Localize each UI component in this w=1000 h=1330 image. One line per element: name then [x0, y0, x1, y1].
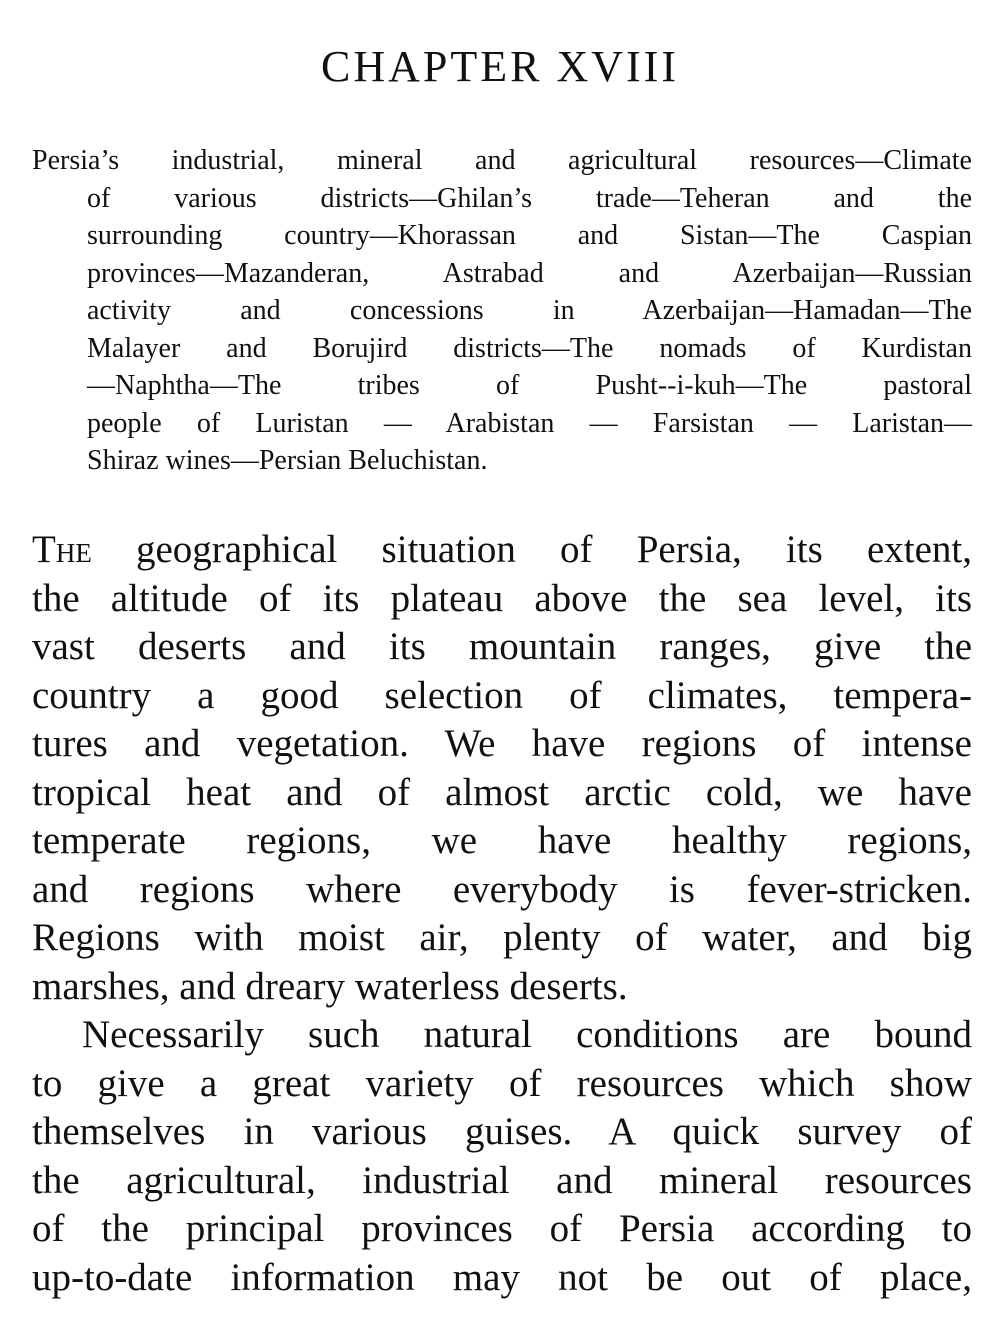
paragraph-1-line: and regions where everybody is fever-stricken. — [32, 867, 972, 911]
paragraph-2-line: of the principal provinces of Persia according to — [32, 1207, 972, 1250]
paragraph-1-line: tures and vegetation. We have regions of intense — [32, 722, 972, 765]
paragraph-2-line: up-to-date information may not be out of place, — [32, 1255, 972, 1299]
paragraph-2-line: to give a great variety of resources which show — [32, 1061, 972, 1105]
summary-line: Malayer and Borujird districts—The nomads of Kurdistan — [87, 332, 972, 364]
summary-line: Shiraz wines—Persian Beluchistan. — [87, 445, 488, 476]
paragraph-2-line: Necessarily such natural conditions are bound — [82, 1013, 972, 1056]
summary-line: Persia’s industrial, mineral and agricultural resources—Climate — [32, 145, 972, 176]
summary-line: of various districts—Ghilan’s trade—Teheran and the — [87, 182, 972, 214]
chapter-title: CHAPTER XVIII — [321, 42, 679, 91]
paragraph-1-line: country a good selection of climates, tempera- — [32, 673, 972, 717]
paragraph-1-line: Regions with moist air, plenty of water, and big — [32, 916, 972, 959]
paragraph-1-line: tropical heat and of almost arctic cold, we have — [32, 770, 972, 814]
paragraph-1-line: vast deserts and its mountain ranges, give the — [32, 625, 972, 668]
paragraph-1-line: temperate regions, we have healthy regions, — [32, 819, 972, 862]
opening-line-rest: geographical situation of Persia, its extent, — [91, 528, 972, 571]
opening-word: The — [32, 528, 92, 571]
body-text — [32, 526, 972, 1302]
paragraph-1-line: the altitude of its plateau above the sea level, its — [32, 576, 972, 620]
chapter-summary — [32, 142, 972, 480]
paragraph-1-line: marshes, and dreary waterless deserts. — [32, 964, 628, 1008]
summary-line: people of Luristan — Arabistan — Farsistan — Laristan— — [87, 407, 972, 439]
paragraph-1-line — [32, 526, 972, 575]
paragraph-2-line: the agricultural, industrial and mineral resources — [32, 1158, 972, 1202]
paragraph-2-line: themselves in various guises. A quick survey of — [32, 1110, 972, 1153]
summary-line: —Naphtha—The tribes of Pusht--i-kuh—The pastoral — [87, 370, 972, 401]
summary-line: surrounding country—Khorassan and Sistan—The Caspian — [87, 220, 972, 251]
summary-line: activity and concessions in Azerbaijan—Hamadan—The — [87, 295, 972, 326]
summary-line: provinces—Mazanderan, Astrabad and Azerbaijan—Russian — [87, 257, 972, 289]
